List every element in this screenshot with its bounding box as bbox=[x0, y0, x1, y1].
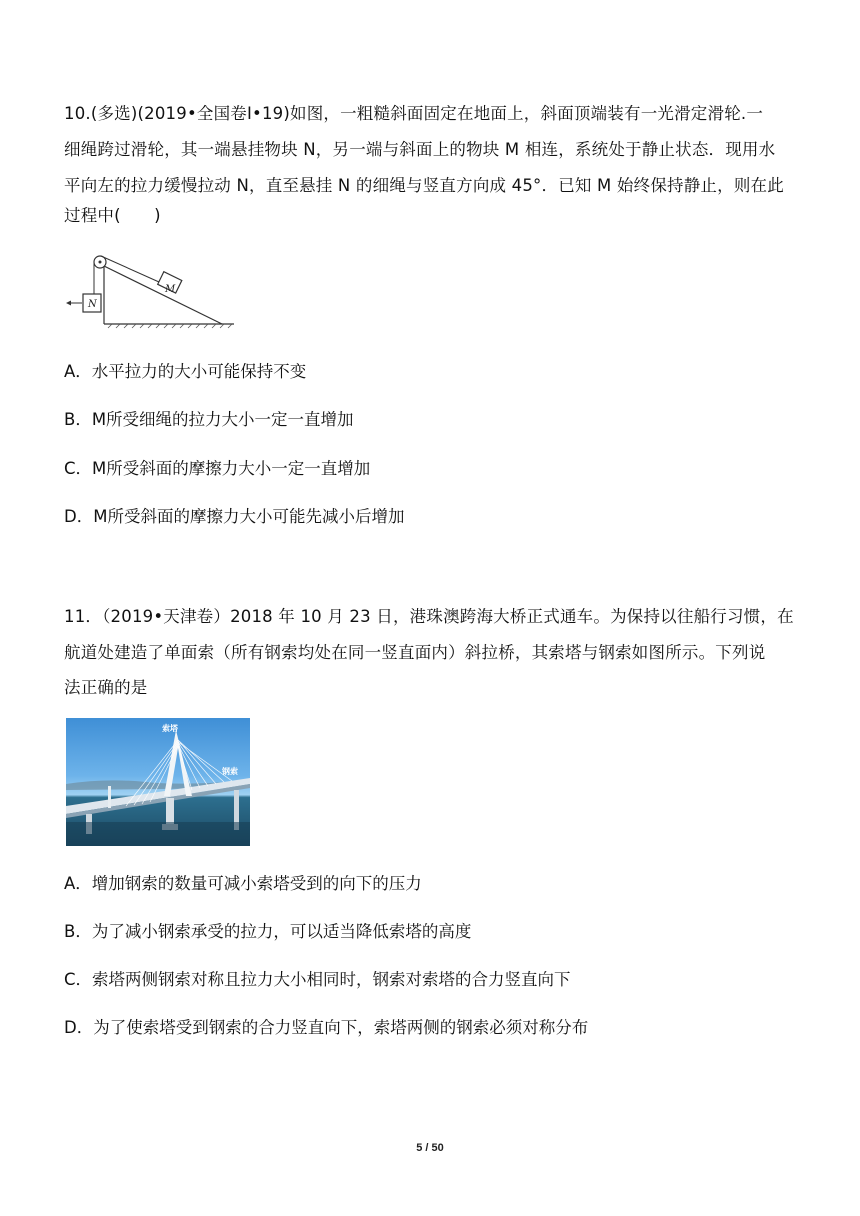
block-m-label: M bbox=[165, 284, 176, 295]
q10-line-4: 过程中( ) bbox=[64, 206, 161, 225]
page-number: 5 / 50 bbox=[416, 1142, 444, 1154]
q10-line-2: 细绳跨过滑轮，其一端悬挂物块 N，另一端与斜面上的物块 M 相连，系统处于静止状态．现用水 bbox=[64, 140, 776, 159]
q11-option-c: C．索塔两侧钢索对称且拉力大小相同时，钢索对索塔的合力竖直向下 bbox=[64, 970, 571, 989]
tower-label: 索塔 bbox=[162, 724, 178, 733]
q11-line-1: 11．（2019•天津卷）2018 年 10 月 23 日，港珠澳跨海大桥正式通车。为保持以往船行习惯，在 bbox=[64, 607, 794, 626]
q10-option-a: A．水平拉力的大小可能保持不变 bbox=[64, 362, 307, 381]
q11-line-2: 航道处建造了单面索（所有钢索均处在同一竖直面内）斜拉桥，其索塔与钢索如图所示。下列说 bbox=[64, 643, 766, 662]
q11-option-d: D．为了使索塔受到钢索的合力竖直向下，索塔两侧的钢索必须对称分布 bbox=[64, 1018, 589, 1037]
q10-line-3: 平向左的拉力缓慢拉动 N，直至悬挂 N 的细绳与竖直方向成 45°．已知 M 始终保持静止，则在此 bbox=[64, 176, 784, 195]
q11-line-3: 法正确的是 bbox=[64, 678, 148, 697]
q11-option-a: A．增加钢索的数量可减小索塔受到的向下的压力 bbox=[64, 874, 422, 893]
q10-option-b: B．M所受细绳的拉力大小一定一直增加 bbox=[64, 410, 354, 429]
incline-pulley-figure bbox=[64, 246, 239, 330]
cable-label: 钢索 bbox=[222, 767, 238, 776]
q10-line-1: 10.(多选)(2019•全国卷Ⅰ•19)如图，一粗糙斜面固定在地面上，斜面顶端装有一光滑定滑轮.一 bbox=[64, 104, 764, 123]
block-n-label: N bbox=[88, 299, 97, 310]
q10-option-c: C．M所受斜面的摩擦力大小一定一直增加 bbox=[64, 459, 371, 478]
q11-option-b: B．为了减小钢索承受的拉力，可以适当降低索塔的高度 bbox=[64, 922, 472, 941]
q10-option-d: D．M所受斜面的摩擦力大小可能先减小后增加 bbox=[64, 507, 405, 526]
bridge-photo bbox=[66, 718, 250, 846]
